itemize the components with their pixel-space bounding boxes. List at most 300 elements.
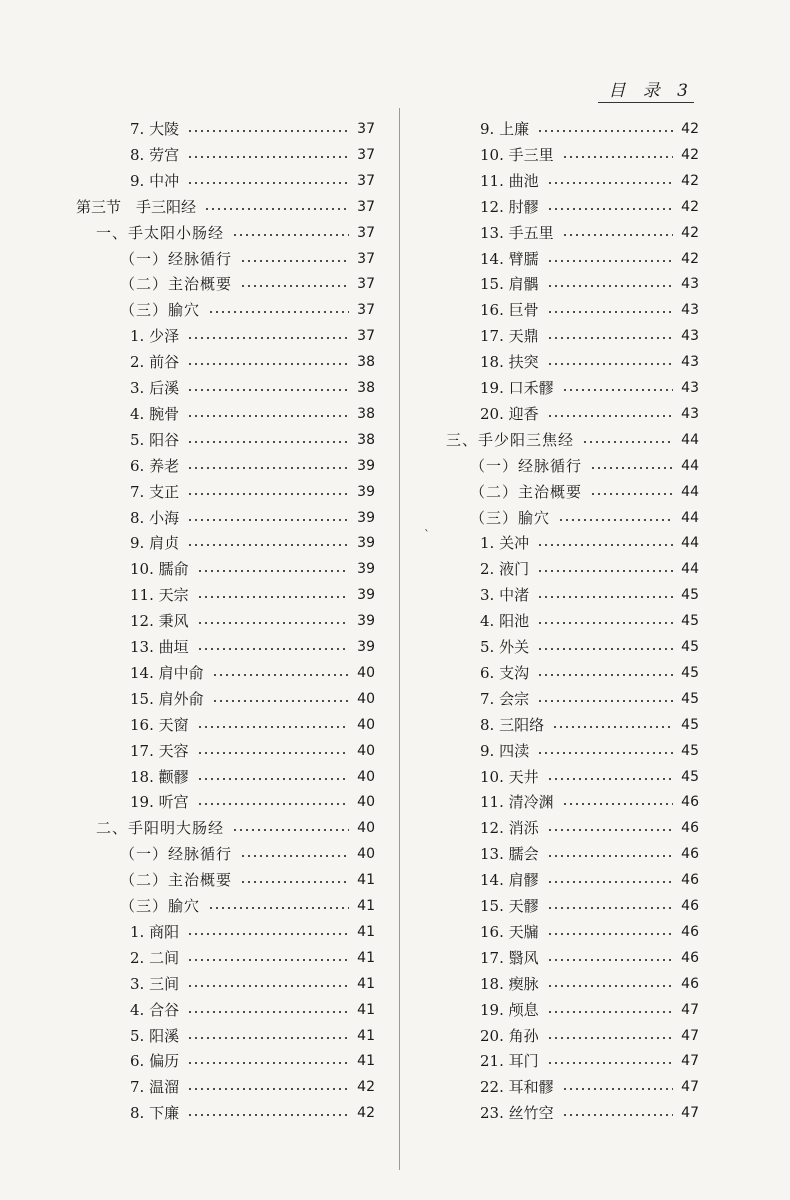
toc-entry-page: 47 [681, 1079, 699, 1096]
toc-entry-label: 7. 大陵 [130, 120, 180, 138]
toc-entry-page: 40 [357, 846, 375, 863]
toc-entry [480, 1023, 699, 1049]
toc-entry-page: 46 [681, 846, 699, 863]
toc-entry-page: 45 [681, 664, 699, 681]
toc-entry-label: 8. 下廉 [130, 1104, 180, 1123]
dot-leader [232, 234, 349, 236]
dot-leader [197, 622, 350, 624]
toc-entry-label: 8. 小海 [130, 508, 180, 527]
toc-entry [130, 530, 375, 556]
toc-entry-label: 11. 清冷渊 [480, 793, 554, 812]
toc-entry-label: 13. 曲垣 [130, 638, 189, 656]
toc-entry-label: 4. 合谷 [130, 1000, 180, 1019]
dot-leader [537, 648, 673, 650]
dot-leader [547, 1062, 674, 1064]
toc-entry [130, 505, 375, 531]
toc-entry-label: 20. 角孙 [480, 1026, 539, 1045]
toc-entry [480, 764, 699, 790]
toc-entry-label: 4. 阳池 [480, 612, 530, 631]
toc-entry-page: 42 [681, 250, 699, 267]
toc-entry-page: 37 [357, 250, 375, 267]
toc-entry-page: 38 [357, 405, 375, 422]
toc-entry [130, 375, 375, 401]
toc-entry-page: 37 [357, 198, 375, 215]
toc-entry-page: 38 [357, 380, 375, 396]
toc-entry [480, 1048, 699, 1074]
toc-entry-page: 39 [357, 483, 375, 500]
dot-leader [537, 570, 673, 572]
toc-entry-page: 44 [681, 431, 699, 448]
toc-entry-label: 2. 液门 [480, 560, 530, 579]
dot-leader [240, 855, 349, 857]
toc-entry [480, 712, 699, 738]
toc-entry [130, 712, 375, 738]
toc-entry-page: 45 [681, 768, 699, 785]
dot-leader [562, 156, 674, 158]
toc-entry-label: 5. 阳溪 [130, 1026, 180, 1045]
toc-entry-page: 47 [681, 1001, 699, 1018]
dot-leader [197, 648, 350, 650]
toc-entry-label: 第三节 手三阳经 [76, 197, 197, 216]
toc-entry-label: 14. 臂臑 [480, 249, 539, 268]
toc-entry [480, 634, 699, 660]
dot-leader [547, 778, 674, 780]
toc-entry [130, 168, 375, 194]
dot-leader [197, 752, 350, 754]
toc-entry-page: 37 [357, 276, 375, 293]
dot-leader [197, 596, 350, 598]
toc-entry-page: 45 [681, 742, 699, 759]
toc-entry [480, 349, 699, 375]
toc-entry-page: 41 [357, 872, 375, 889]
dot-leader [212, 674, 350, 676]
toc-entry [470, 479, 699, 505]
toc-entry-label: 6. 养老 [130, 456, 180, 475]
toc-entry-page: 39 [357, 457, 375, 474]
toc-entry [446, 427, 699, 453]
toc-entry-page: 41 [357, 949, 375, 966]
toc-entry [96, 815, 375, 841]
toc-entry [130, 1048, 375, 1074]
toc-entry-label: 12. 肘髎 [480, 197, 539, 216]
dot-leader [240, 285, 349, 287]
toc-entry [480, 789, 699, 815]
toc-entry [480, 323, 699, 349]
toc-entry-label: 9. 四渎 [480, 741, 530, 760]
toc-entry-page: 37 [357, 224, 375, 241]
toc-entry-label: （三）腧穴 [120, 897, 201, 915]
toc-entry-label: 3. 后溪 [130, 379, 180, 397]
dot-leader [187, 337, 349, 339]
toc-entry-label: 23. 丝竹空 [480, 1104, 554, 1123]
dot-leader [187, 182, 349, 184]
toc-entry-label: （一）经脉循行 [120, 249, 233, 268]
dot-leader [187, 156, 349, 158]
dot-leader [187, 415, 349, 417]
toc-entry-label: 22. 耳和髎 [480, 1078, 554, 1097]
toc-entry-label: 2. 前谷 [130, 353, 180, 372]
toc-entry [480, 271, 699, 297]
dot-leader [582, 441, 673, 443]
dot-leader [562, 234, 674, 236]
dot-leader [232, 829, 349, 831]
toc-entry-label: 16. 巨骨 [480, 301, 539, 320]
dot-leader [547, 959, 674, 961]
toc-entry-label: 20. 迎香 [480, 404, 539, 423]
toc-entry [130, 453, 375, 479]
dot-leader [558, 519, 673, 521]
toc-entry [130, 1023, 375, 1049]
dot-leader [187, 519, 349, 521]
toc-entry [130, 427, 375, 453]
toc-entry-label: 9. 肩贞 [130, 534, 180, 553]
toc-entry [130, 945, 375, 971]
dot-leader [562, 803, 674, 805]
toc-entry-page: 40 [357, 742, 375, 759]
toc-entry-page: 42 [681, 224, 699, 241]
toc-entry-page: 40 [357, 690, 375, 707]
toc-entry-label: 11. 曲池 [480, 171, 539, 190]
toc-entry [130, 1100, 375, 1126]
toc-entry [130, 686, 375, 712]
toc-entry-page: 46 [681, 949, 699, 966]
toc-entry-label: 5. 外关 [480, 638, 530, 656]
dot-leader [537, 596, 673, 598]
dot-leader [187, 1088, 349, 1090]
toc-entry-label: （一）经脉循行 [470, 456, 583, 475]
toc-entry-page: 44 [681, 561, 699, 578]
toc-entry-label: 1. 关冲 [480, 534, 530, 553]
toc-entry-label: 21. 耳门 [480, 1052, 539, 1071]
toc-entry [480, 841, 699, 867]
toc-entry-page: 37 [357, 146, 375, 163]
toc-entry-label: 1. 少泽 [130, 327, 180, 346]
toc-entry-page: 47 [681, 1027, 699, 1044]
toc-entry [480, 116, 699, 142]
dot-leader [240, 881, 349, 883]
dot-leader [240, 260, 349, 262]
toc-entry-page: 41 [357, 898, 375, 914]
toc-entry-label: 14. 肩中俞 [130, 663, 204, 682]
toc-entry [130, 582, 375, 608]
stray-mark: ˋ [424, 528, 430, 542]
toc-entry-page: 39 [357, 509, 375, 526]
toc-entry-label: 19. 听宫 [130, 793, 189, 812]
dot-leader [187, 985, 349, 987]
toc-entry [120, 841, 375, 867]
toc-entry [120, 297, 375, 323]
dot-leader [547, 1037, 674, 1039]
toc-entry [130, 142, 375, 168]
toc-entry [120, 271, 375, 297]
toc-entry-label: 18. 颧髎 [130, 767, 189, 786]
toc-entry-page: 44 [681, 483, 699, 500]
dot-leader [197, 726, 350, 728]
toc-entry [480, 530, 699, 556]
toc-entry-page: 39 [357, 561, 375, 578]
toc-entry-label: 7. 会宗 [480, 689, 530, 708]
toc-entry-label: 二、手阳明大肠经 [96, 819, 225, 838]
dot-leader [212, 700, 350, 702]
toc-entry-label: 18. 扶突 [480, 353, 539, 372]
toc-entry-label: 18. 瘈脉 [480, 974, 539, 993]
toc-entry-page: 40 [357, 794, 375, 811]
toc-entry [76, 194, 375, 220]
toc-entry-page: 37 [357, 302, 375, 319]
dot-leader [537, 544, 673, 546]
toc-entry-page: 41 [357, 1053, 375, 1070]
dot-leader [187, 130, 349, 132]
toc-entry-page: 45 [681, 613, 699, 630]
toc-entry-label: 15. 肩髃 [480, 275, 539, 294]
toc-entry [480, 945, 699, 971]
toc-entry-label: （二）主治概要 [120, 871, 233, 890]
toc-entry-page: 42 [357, 1105, 375, 1122]
toc-entry-page: 41 [357, 923, 375, 940]
toc-entry-page: 42 [357, 1079, 375, 1096]
dot-leader [537, 700, 673, 702]
toc-entry-label: 19. 口禾髎 [480, 379, 554, 397]
toc-entry-page: 43 [681, 276, 699, 293]
toc-entry-page: 47 [681, 1105, 699, 1122]
toc-entry-page: 40 [357, 664, 375, 681]
dot-leader [562, 1088, 674, 1090]
toc-entry-label: 8. 劳宫 [130, 145, 180, 164]
toc-entry [130, 971, 375, 997]
toc-entry [470, 505, 699, 531]
toc-entry-label: 15. 天髎 [480, 897, 539, 915]
toc-entry-page: 46 [681, 975, 699, 992]
toc-entry-page: 41 [357, 975, 375, 992]
toc-entry [480, 168, 699, 194]
dot-leader [547, 260, 674, 262]
toc-entry-page: 39 [357, 639, 375, 655]
dot-leader [208, 311, 349, 313]
toc-entry-label: 3. 中渚 [480, 586, 530, 605]
toc-entry-label: 1. 商阳 [130, 922, 180, 941]
dot-leader [547, 829, 674, 831]
dot-leader [197, 570, 350, 572]
toc-entry-page: 38 [357, 354, 375, 371]
dot-leader [187, 1062, 349, 1064]
toc-entry-page: 46 [681, 794, 699, 811]
toc-entry-label: 6. 偏历 [130, 1052, 180, 1071]
dot-leader [547, 907, 674, 909]
toc-entry [130, 738, 375, 764]
toc-entry-page: 43 [681, 328, 699, 345]
toc-entry-label: （三）腧穴 [470, 508, 551, 527]
toc-entry-page: 43 [681, 302, 699, 319]
toc-entry-page: 42 [681, 172, 699, 189]
dot-leader [547, 1011, 674, 1013]
dot-leader [187, 1037, 349, 1039]
toc-entry-label: 9. 上廉 [480, 120, 530, 138]
toc-entry-label: 10. 臑俞 [130, 560, 189, 579]
toc-entry-label: 9. 中冲 [130, 171, 180, 190]
page-header: 目 录 3 [598, 80, 694, 103]
toc-entry-label: 15. 肩外俞 [130, 689, 204, 708]
dot-leader [537, 752, 673, 754]
dot-leader [204, 208, 349, 210]
dot-leader [187, 959, 349, 961]
toc-entry [480, 919, 699, 945]
dot-leader [547, 285, 674, 287]
toc-entry [130, 349, 375, 375]
toc-entry-page: 46 [681, 898, 699, 914]
toc-entry-page: 46 [681, 923, 699, 940]
dot-leader [187, 493, 349, 495]
toc-entry [130, 660, 375, 686]
toc-entry-label: 2. 二间 [130, 948, 180, 967]
toc-entry-label: 12. 秉风 [130, 612, 189, 631]
toc-entry-label: 13. 手五里 [480, 223, 554, 242]
toc-entry [130, 789, 375, 815]
toc-entry-page: 40 [357, 716, 375, 733]
toc-entry-page: 45 [681, 639, 699, 655]
toc-entry-page: 40 [357, 820, 375, 837]
toc-entry [480, 556, 699, 582]
toc-entry-label: 8. 三阳络 [480, 715, 545, 734]
toc-entry [480, 660, 699, 686]
toc-entry-page: 38 [357, 431, 375, 448]
toc-entry-label: 12. 消泺 [480, 819, 539, 838]
toc-entry [480, 893, 699, 919]
dot-leader [187, 441, 349, 443]
dot-leader [547, 182, 674, 184]
toc-entry [130, 1074, 375, 1100]
toc-entry-page: 42 [681, 198, 699, 215]
dot-leader [590, 467, 673, 469]
toc-entry-label: （三）腧穴 [120, 301, 201, 320]
toc-entry-label: 7. 支正 [130, 482, 180, 501]
dot-leader [547, 933, 674, 935]
toc-entry-label: 17. 翳风 [480, 948, 539, 967]
toc-entry-page: 41 [357, 1027, 375, 1044]
toc-entry-label: 16. 天牖 [480, 922, 539, 941]
dot-leader [562, 389, 674, 391]
dot-leader [187, 544, 349, 546]
toc-entry-label: 10. 天井 [480, 767, 539, 786]
toc-entry [480, 815, 699, 841]
toc-entry [480, 401, 699, 427]
dot-leader [187, 467, 349, 469]
toc-entry-page: 41 [357, 1001, 375, 1018]
toc-entry-label: （二）主治概要 [120, 275, 233, 294]
toc-entry-page: 45 [681, 716, 699, 733]
toc-entry [130, 116, 375, 142]
toc-entry-label: 16. 天窗 [130, 715, 189, 734]
toc-entry [130, 919, 375, 945]
toc-entry-label: 7. 温溜 [130, 1078, 180, 1097]
toc-entry-label: 14. 肩髎 [480, 871, 539, 890]
toc-entry [130, 323, 375, 349]
toc-entry [480, 246, 699, 272]
toc-entry [130, 764, 375, 790]
toc-entry-page: 46 [681, 820, 699, 837]
toc-entry-label: 19. 颅息 [480, 1000, 539, 1019]
toc-entry-page: 43 [681, 405, 699, 422]
toc-entry-page: 46 [681, 872, 699, 889]
toc-entry [480, 1100, 699, 1126]
dot-leader [187, 933, 349, 935]
toc-entry-page: 37 [357, 172, 375, 189]
toc-entry [480, 867, 699, 893]
toc-entry-label: （二）主治概要 [470, 482, 583, 501]
toc-entry-page: 42 [681, 146, 699, 163]
toc-entry-label: 3. 三间 [130, 974, 180, 993]
toc-entry [480, 220, 699, 246]
toc-entry [130, 401, 375, 427]
dot-leader [590, 493, 673, 495]
toc-entry-label: 11. 天宗 [130, 586, 189, 605]
toc-entry [96, 220, 375, 246]
toc-entry [480, 142, 699, 168]
toc-entry-page: 45 [681, 690, 699, 707]
toc-entry-label: 5. 阳谷 [130, 430, 180, 449]
toc-entry [120, 867, 375, 893]
toc-entry [480, 686, 699, 712]
dot-leader [547, 985, 674, 987]
dot-leader [187, 363, 349, 365]
dot-leader [187, 1114, 349, 1116]
dot-leader [562, 1114, 674, 1116]
toc-entry-page: 43 [681, 380, 699, 396]
toc-entry [480, 375, 699, 401]
toc-entry [480, 608, 699, 634]
toc-entry-page: 44 [681, 535, 699, 552]
dot-leader [547, 415, 674, 417]
toc-entry [120, 246, 375, 272]
toc-entry [470, 453, 699, 479]
toc-entry-label: 17. 天容 [130, 741, 189, 760]
toc-entry [480, 738, 699, 764]
toc-entry [480, 194, 699, 220]
toc-entry [130, 556, 375, 582]
toc-entry-label: 一、手太阳小肠经 [96, 223, 225, 242]
dot-leader [547, 337, 674, 339]
toc-entry-page: 45 [681, 587, 699, 604]
toc-entry-label: 4. 腕骨 [130, 404, 180, 423]
toc-entry [480, 297, 699, 323]
dot-leader [537, 130, 673, 132]
dot-leader [547, 363, 674, 365]
dot-leader [197, 803, 350, 805]
toc-entry-page: 42 [681, 121, 699, 137]
dot-leader [537, 622, 673, 624]
toc-entry-page: 37 [357, 121, 375, 137]
toc-entry-label: 6. 支沟 [480, 663, 530, 682]
toc-entry [480, 582, 699, 608]
toc-entry [480, 971, 699, 997]
toc-entry [130, 634, 375, 660]
toc-entry-label: （一）经脉循行 [120, 845, 233, 864]
toc-entry-label: 三、手少阳三焦经 [446, 430, 575, 449]
toc-entry [120, 893, 375, 919]
toc-entry-page: 40 [357, 768, 375, 785]
dot-leader [547, 855, 674, 857]
toc-entry-label: 17. 天鼎 [480, 327, 539, 346]
dot-leader [197, 778, 350, 780]
dot-leader [547, 208, 674, 210]
dot-leader [537, 674, 673, 676]
toc-entry [130, 608, 375, 634]
toc-entry-page: 39 [357, 587, 375, 604]
toc-entry-page: 39 [357, 535, 375, 552]
dot-leader [187, 1011, 349, 1013]
dot-leader [547, 881, 674, 883]
dot-leader [187, 389, 349, 391]
toc-entry-page: 44 [681, 457, 699, 474]
